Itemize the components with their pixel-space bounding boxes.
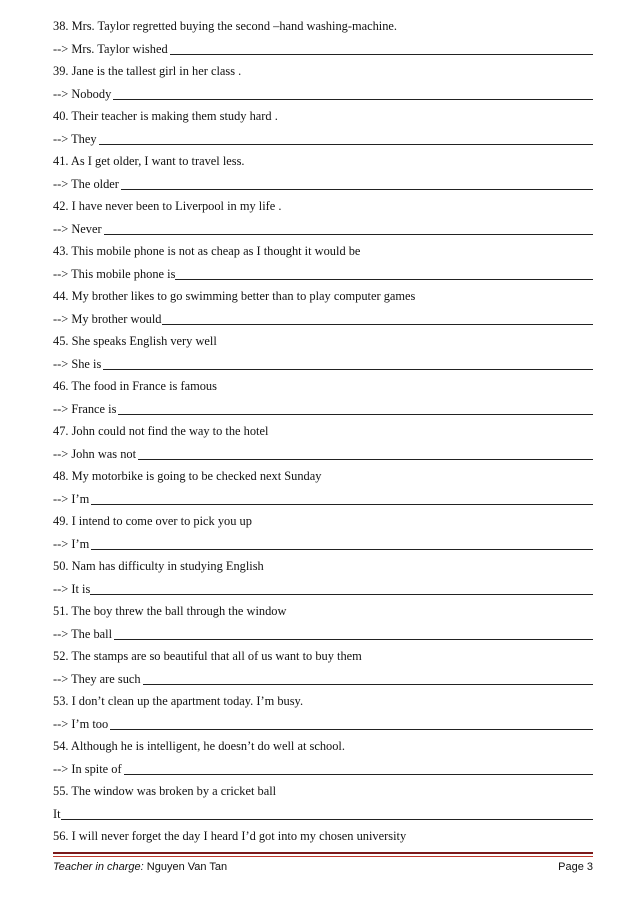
answer-blank[interactable] — [124, 764, 593, 775]
answer-line — [53, 575, 593, 598]
answer-line — [53, 170, 593, 193]
answer-prompt: --> In spite of — [53, 761, 122, 776]
answer-prompt: --> I’m — [53, 536, 90, 551]
footer-rule — [53, 852, 593, 854]
exercise-sentence — [53, 642, 593, 665]
sentence-text: 46. The food in France is famous — [53, 379, 217, 394]
exercise-sentence — [53, 822, 593, 845]
sentence-text: 54. Although he is intelligent, he doesn’t do well at school. — [53, 739, 345, 754]
exercise-sentence — [53, 147, 593, 170]
answer-line — [53, 35, 593, 58]
answer-prompt: --> The ball — [53, 626, 113, 641]
teacher-credit — [53, 861, 227, 873]
sentence-text: 49. I intend to come over to pick you up — [53, 514, 252, 529]
footer-rule-thin — [53, 856, 593, 857]
exercise-sentence — [53, 192, 593, 215]
answer-prompt: --> I’m too — [53, 716, 109, 731]
answer-blank[interactable] — [104, 224, 593, 235]
answer-line — [53, 215, 593, 238]
answer-blank[interactable] — [99, 134, 593, 145]
sentence-text: 47. John could not find the way to the hotel — [53, 424, 269, 439]
answer-prompt: --> It is — [53, 581, 91, 596]
answer-line — [53, 665, 593, 688]
exercise-sentence — [53, 597, 593, 620]
answer-prompt: --> They — [53, 131, 97, 146]
answer-line — [53, 305, 593, 328]
answer-line — [53, 755, 593, 778]
sentence-text: 50. Nam has difficulty in studying English — [53, 559, 264, 574]
sentence-text: 42. I have never been to Liverpool in my life . — [53, 199, 282, 214]
exercise-sentence — [53, 687, 593, 710]
sentence-text: 53. I don’t clean up the apartment today. I’m busy. — [53, 694, 304, 709]
answer-blank[interactable] — [91, 539, 593, 550]
answer-line — [53, 350, 593, 373]
sentence-text: 48. My motorbike is going to be checked next Sunday — [53, 469, 322, 484]
exercise-sentence — [53, 372, 593, 395]
exercise-sentence — [53, 507, 593, 530]
exercise-sentence — [53, 237, 593, 260]
answer-prompt: --> My brother would — [53, 311, 162, 326]
exercise-sentence — [53, 462, 593, 485]
answer-blank[interactable] — [90, 584, 593, 595]
answer-line — [53, 530, 593, 553]
answer-line — [53, 440, 593, 463]
sentence-text: 45. She speaks English very well — [53, 334, 217, 349]
exercise-sentence — [53, 417, 593, 440]
answer-prompt: --> Never — [53, 221, 102, 236]
sentence-text: 43. This mobile phone is not as cheap as I thought it would be — [53, 244, 361, 259]
page-number: Page 3 — [558, 861, 593, 873]
answer-line — [53, 260, 593, 283]
answer-prompt: --> This mobile phone is — [53, 266, 176, 281]
worksheet — [53, 12, 593, 845]
answer-line — [53, 710, 593, 733]
answer-blank[interactable] — [110, 719, 593, 730]
exercise-sentence — [53, 282, 593, 305]
answer-line — [53, 620, 593, 643]
answer-blank[interactable] — [113, 89, 593, 100]
answer-blank[interactable] — [118, 404, 593, 415]
answer-blank[interactable] — [143, 674, 593, 685]
answer-prompt: --> She is — [53, 356, 102, 371]
answer-line — [53, 80, 593, 103]
answer-blank[interactable] — [103, 359, 593, 370]
sentence-text: 52. The stamps are so beautiful that all of us want to buy them — [53, 649, 362, 664]
sentence-text: 38. Mrs. Taylor regretted buying the second –hand washing-machine. — [53, 19, 398, 34]
answer-line — [53, 125, 593, 148]
sentence-text: 55. The window was broken by a cricket ball — [53, 784, 277, 799]
answer-blank[interactable] — [170, 44, 593, 55]
exercise-sentence — [53, 777, 593, 800]
sentence-text: 51. The boy threw the ball through the window — [53, 604, 287, 619]
answer-prompt: It — [53, 806, 61, 821]
exercise-sentence — [53, 552, 593, 575]
exercise-sentence — [53, 57, 593, 80]
teacher-label: Teacher in charge: — [53, 861, 144, 873]
exercise-sentence — [53, 102, 593, 125]
page-footer — [53, 861, 593, 873]
exercise-sentence — [53, 327, 593, 350]
answer-blank[interactable] — [138, 449, 593, 460]
answer-line — [53, 485, 593, 508]
answer-line — [53, 395, 593, 418]
answer-blank[interactable] — [61, 809, 593, 820]
answer-prompt: --> I’m — [53, 491, 90, 506]
answer-blank[interactable] — [121, 179, 593, 190]
sentence-text: 41. As I get older, I want to travel less. — [53, 154, 245, 169]
exercise-sentence — [53, 12, 593, 35]
sentence-text: 40. Their teacher is making them study hard . — [53, 109, 278, 124]
answer-prompt: --> France is — [53, 401, 117, 416]
answer-line — [53, 800, 593, 823]
sentence-text: 39. Jane is the tallest girl in her class . — [53, 64, 242, 79]
sentence-text: 56. I will never forget the day I heard I’d got into my chosen university — [53, 829, 407, 844]
teacher-name: Nguyen Van Tan — [143, 861, 228, 873]
answer-prompt: --> John was not — [53, 446, 137, 461]
sentence-text: 44. My brother likes to go swimming better than to play computer games — [53, 289, 416, 304]
answer-prompt: --> Mrs. Taylor wished — [53, 41, 168, 56]
answer-blank[interactable] — [114, 629, 593, 640]
answer-prompt: --> The older — [53, 176, 119, 191]
exercise-sentence — [53, 732, 593, 755]
answer-prompt: --> They are such — [53, 671, 141, 686]
answer-blank[interactable] — [162, 314, 593, 325]
answer-prompt: --> Nobody — [53, 86, 112, 101]
answer-blank[interactable] — [175, 269, 593, 280]
answer-blank[interactable] — [91, 494, 593, 505]
